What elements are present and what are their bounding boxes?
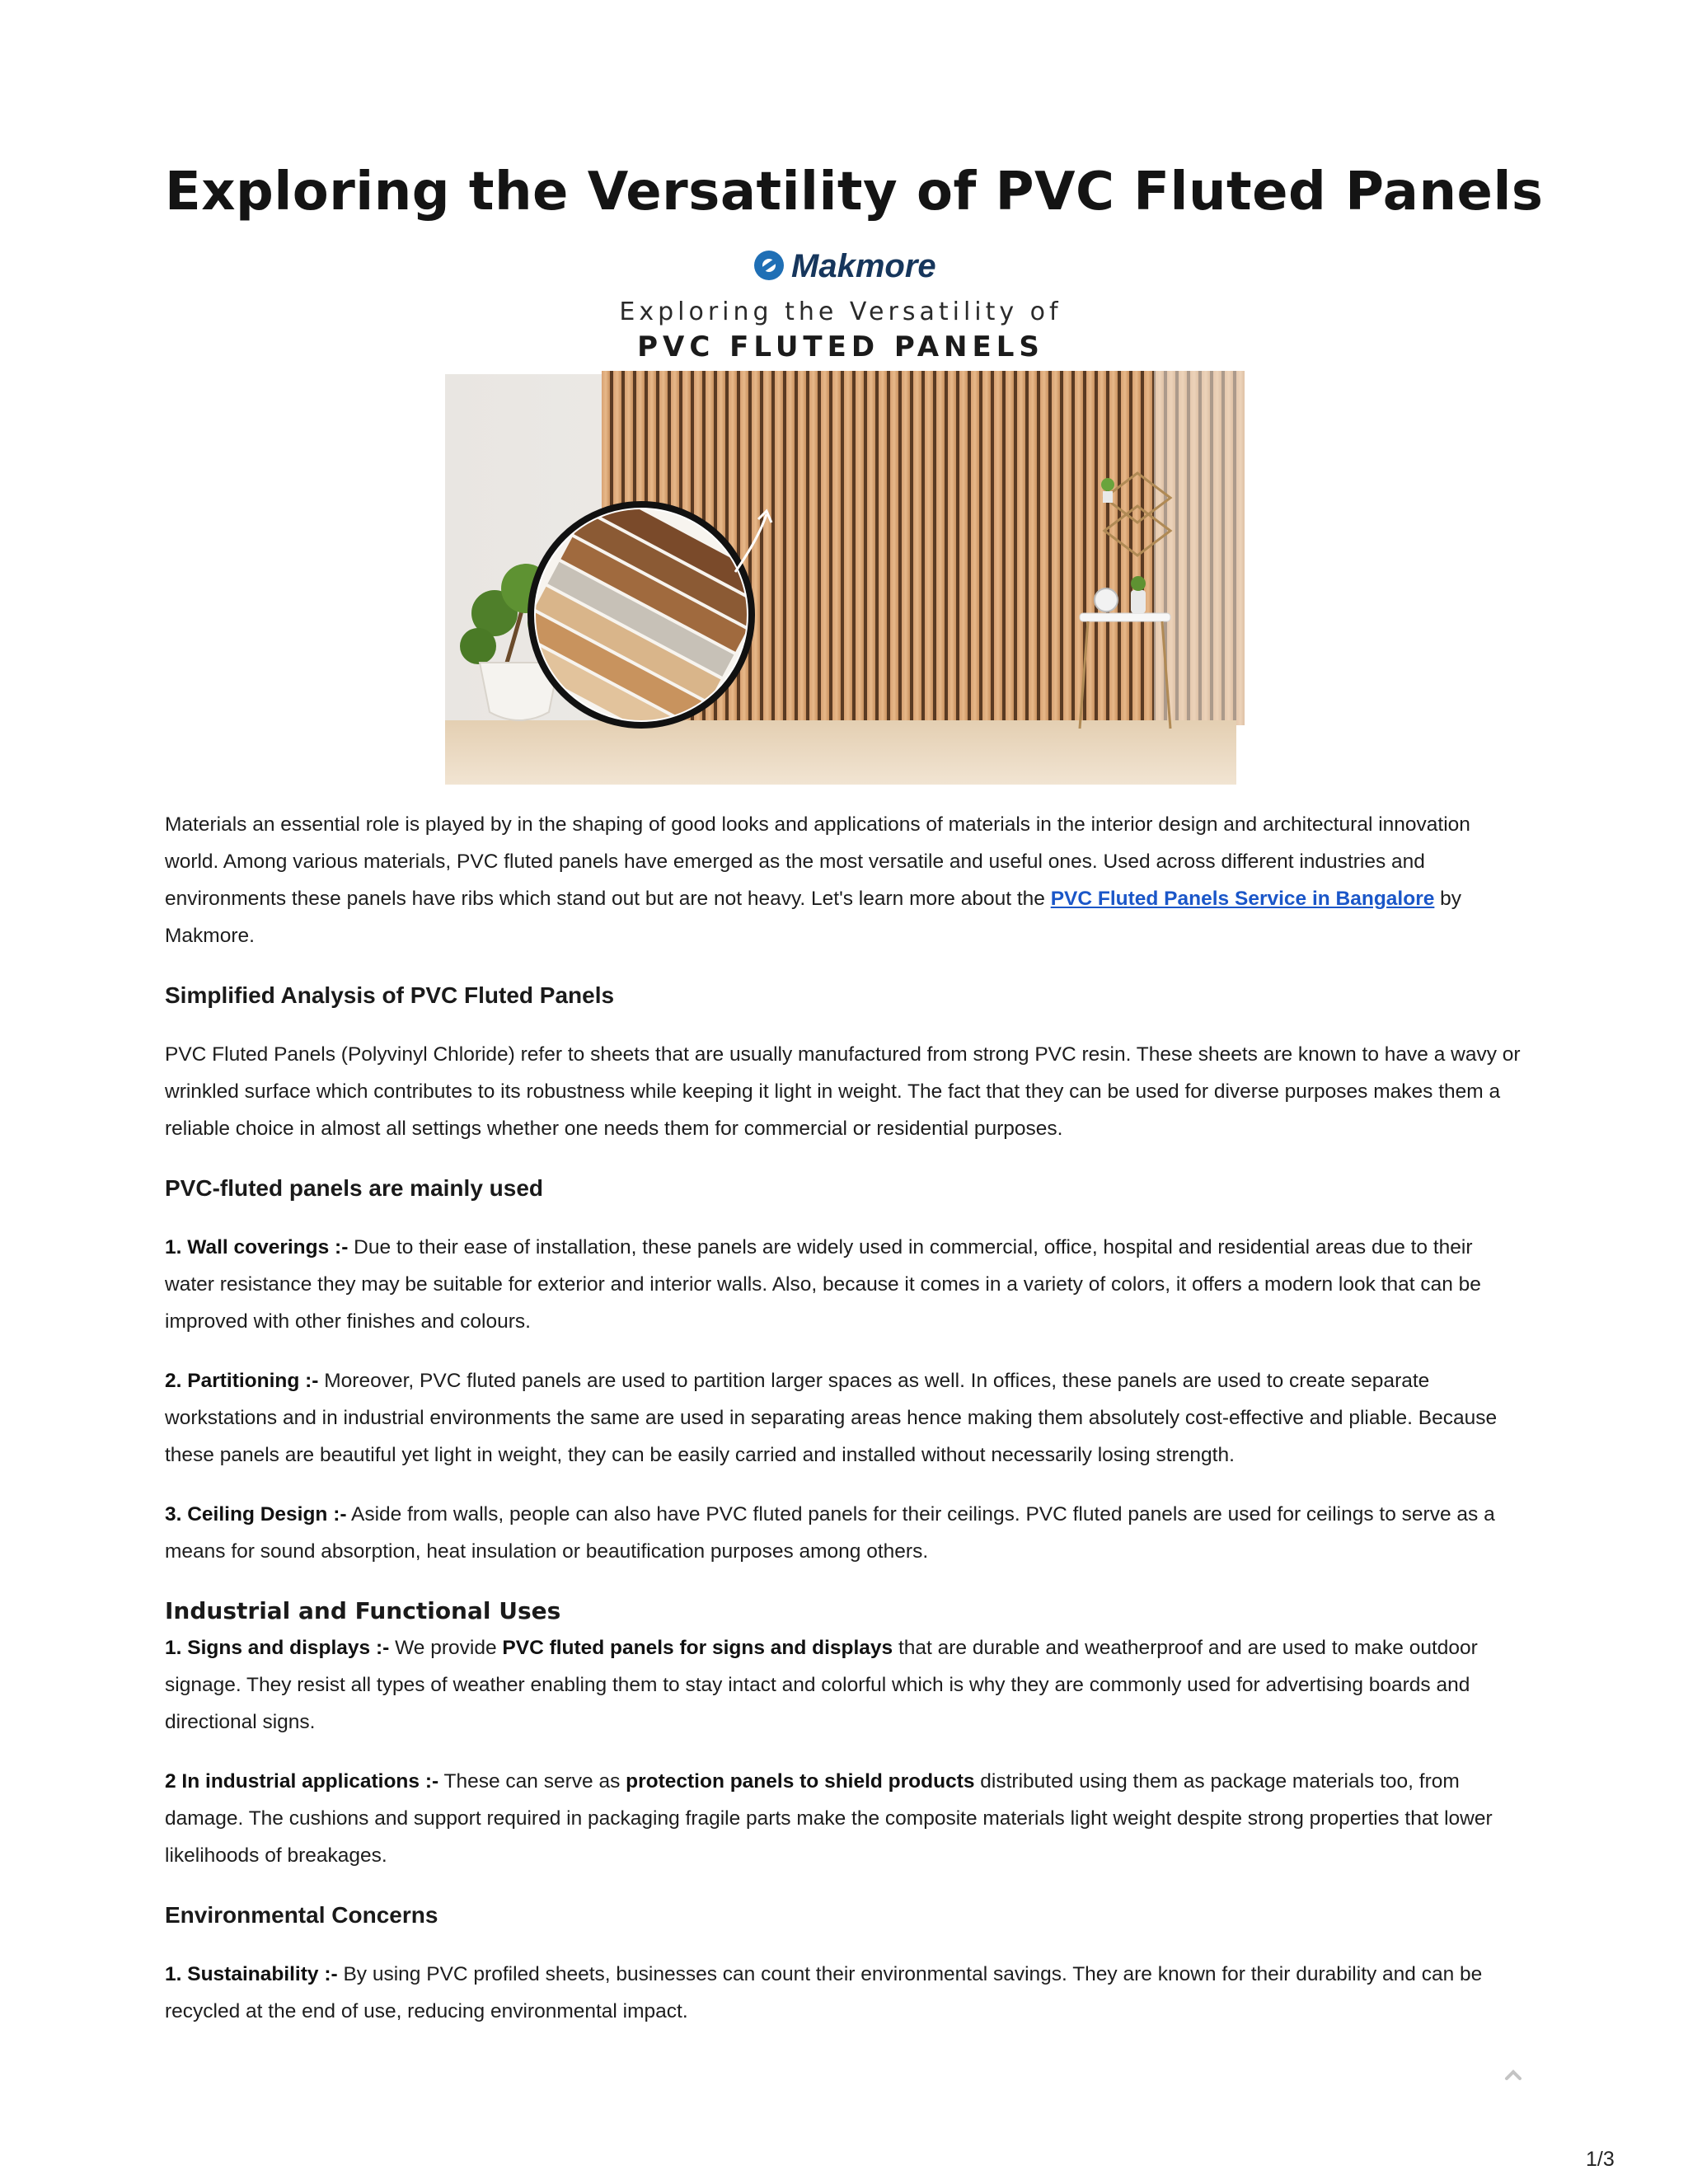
item-text: distributed using them as package materials too, from damage. The cushions and support required in packaging fragile parts make the composite materials light weight despite strong properties that lower likelihoods of breakages. bbox=[165, 1770, 1493, 1867]
list-item bbox=[165, 1956, 1525, 2030]
item-text: By using PVC profiled sheets, businesses can count their environmental savings. They are known for their durability and can be recycled at the end of use, reducing environmental impact. bbox=[165, 1963, 1483, 2022]
item-label: 1. Sustainability :- bbox=[165, 1963, 338, 1985]
list-item bbox=[165, 1362, 1525, 1474]
section-heading-environment: Environmental Concerns bbox=[165, 1902, 438, 1928]
makmore-logo bbox=[754, 251, 784, 280]
item-label: 1. Signs and displays :- bbox=[165, 1637, 390, 1659]
list-item bbox=[165, 1763, 1525, 1874]
section-heading-analysis: Simplified Analysis of PVC Fluted Panels bbox=[165, 982, 615, 1008]
analysis-paragraph: PVC Fluted Panels (Polyvinyl Chloride) refer to sheets that are usually manufactured from strong PVC resin. These sheets are known to have a wavy or wrinkled surface which contributes to its robustness while keeping it light in weight. The fact that they can be used for diverse purposes makes them a reliable choice in almost all settings whether one needs them for commercial or residential purposes. bbox=[165, 1043, 1521, 1140]
hero-line2: PVC FLUTED PANELS bbox=[637, 330, 1044, 363]
page-number: 1/3 bbox=[1586, 2148, 1615, 2171]
item-text: Moreover, PVC fluted panels are used to partition larger spaces as well. In offices, these panels are used to create separate workstations and in industrial environments the same are used in separating areas hence making them absolutely cost-effective and pliable. Because these panels are beautiful yet light in weight, they can be easily carried and installed without necessarily losing strength. bbox=[165, 1370, 1498, 1466]
section-heading-industrial: Industrial and Functional Uses bbox=[165, 1597, 561, 1624]
item-label: 2. Partitioning :- bbox=[165, 1370, 319, 1392]
list-item bbox=[165, 1496, 1525, 1570]
list-item bbox=[165, 1229, 1525, 1340]
item-emphasis: PVC fluted panels for signs and displays bbox=[502, 1637, 893, 1659]
intro-text: Materials an essential role is played by in the shaping of good looks and applications of materials in the interior design and architectural innovation world. Among various materials, PVC fluted panels have emerged as the most versatile and useful ones. Used across different industries and environments these panels have ribs which stand out but are not heavy. Let's learn more about the bbox=[165, 813, 1470, 910]
hero-image bbox=[429, 234, 1253, 785]
scroll-up-button[interactable] bbox=[1498, 2060, 1528, 2090]
item-text: We provide bbox=[389, 1637, 503, 1659]
item-label: 2 In industrial applications :- bbox=[165, 1770, 439, 1793]
list-item bbox=[165, 1629, 1525, 1741]
intro-text-end: by Makmore. bbox=[165, 888, 1462, 947]
chevron-up-icon bbox=[1498, 2060, 1528, 2090]
hero-illustration bbox=[429, 234, 1253, 785]
item-text: Due to their ease of installation, these panels are widely used in commercial, office, hospital and residential areas due to their water resistance they may be suitable for exterior and interior walls. Also, because it comes in a variety of colors, it offers a modern look that can be improved with other finishes and colours. bbox=[165, 1236, 1481, 1333]
intro-paragraph bbox=[165, 806, 1525, 954]
item-label: 3. Ceiling Design :- bbox=[165, 1503, 347, 1526]
item-emphasis: protection panels to shield products bbox=[626, 1770, 975, 1793]
article-body bbox=[165, 806, 1525, 2052]
hero-line1: Exploring the Versatility of bbox=[619, 298, 1062, 326]
item-text: These can serve as bbox=[438, 1770, 626, 1793]
hero-brand: Makmore bbox=[791, 248, 936, 284]
item-text: Aside from walls, people can also have PVC fluted panels for their ceilings. PVC fluted panels are used for ceilings to serve as a means for sound absorption, heat insulation or beautification purposes among others. bbox=[165, 1503, 1495, 1563]
item-label: 1. Wall coverings :- bbox=[165, 1236, 349, 1258]
page-title: Exploring the Versatility of PVC Fluted Panels bbox=[165, 162, 1544, 223]
section-heading-uses: PVC-fluted panels are mainly used bbox=[165, 1175, 544, 1201]
item-text: that are durable and weatherproof and are used to make outdoor signage. They resist all types of weather enabling them to stay intact and colorful which is why they are commonly used for advertising boards and directional signs. bbox=[165, 1637, 1478, 1733]
service-link[interactable]: PVC Fluted Panels Service in Bangalore bbox=[1050, 888, 1435, 910]
